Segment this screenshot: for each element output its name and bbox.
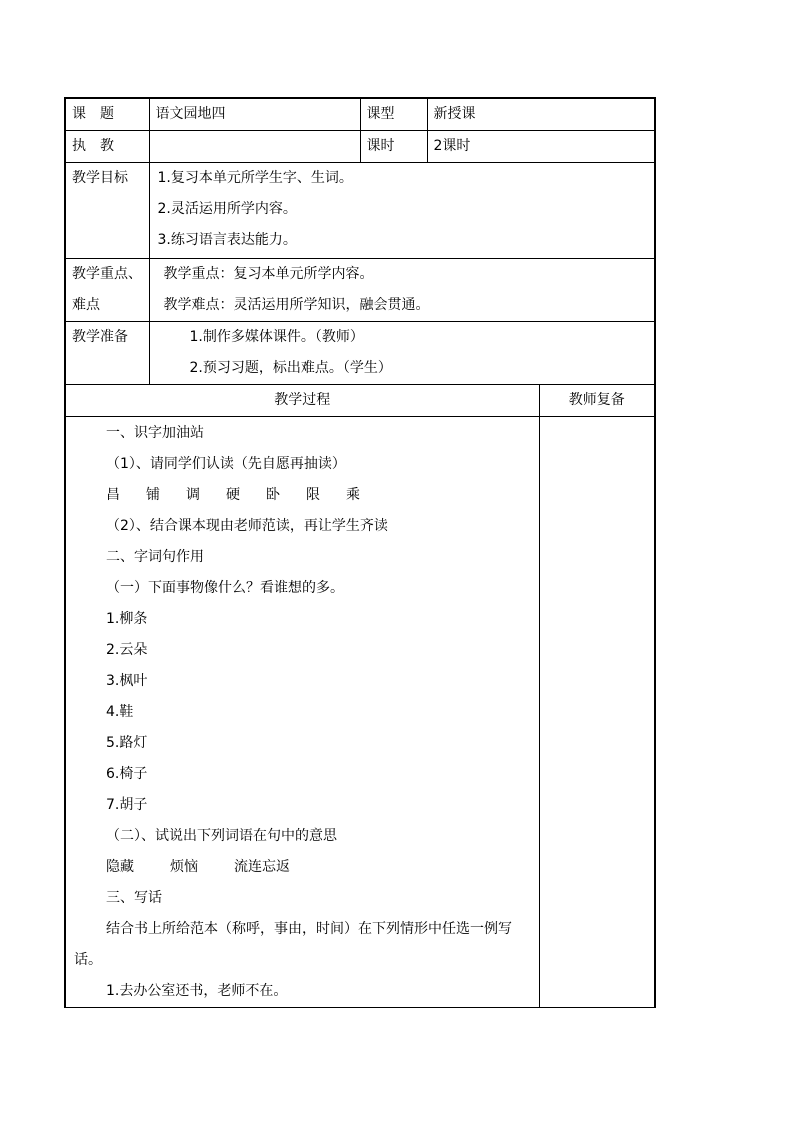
goals-content-cell bbox=[149, 163, 655, 259]
key-point: 教学重点：复习本单元所学内容。 bbox=[163, 266, 374, 282]
thing-item: 7.胡子 bbox=[106, 797, 148, 813]
row-goals bbox=[65, 163, 655, 259]
word: 流连忘返 bbox=[234, 859, 290, 875]
teacher-label: 执 教 bbox=[72, 138, 114, 154]
process-header: 教学过程 bbox=[274, 392, 331, 408]
character: 硬 bbox=[226, 487, 240, 503]
topic-value: 语文园地四 bbox=[155, 106, 226, 122]
character: 昌 bbox=[106, 487, 120, 503]
character: 调 bbox=[186, 487, 200, 503]
writing-item: 1.去办公室还书，老师不在。 bbox=[106, 983, 288, 999]
row-process-header bbox=[65, 385, 655, 417]
goals-label-cell bbox=[65, 163, 149, 259]
focus-label-cell bbox=[65, 259, 149, 322]
character: 乘 bbox=[346, 487, 360, 503]
difficult-point: 教学难点：灵活运用所学知识，融会贯通。 bbox=[163, 297, 430, 313]
notes-header-cell bbox=[539, 385, 655, 417]
hours-label-cell bbox=[360, 131, 427, 163]
word-list bbox=[66, 852, 539, 883]
character-list bbox=[66, 480, 539, 511]
row-topic bbox=[65, 98, 655, 131]
teacher-label-cell bbox=[65, 131, 149, 163]
prep-item: 2.预习习题，标出难点。（学生） bbox=[189, 360, 392, 376]
type-label: 课型 bbox=[366, 106, 395, 122]
character: 卧 bbox=[266, 487, 280, 503]
row-teacher bbox=[65, 131, 655, 163]
process-header-cell bbox=[65, 385, 539, 417]
topic-label-cell bbox=[65, 98, 149, 131]
process-content-cell bbox=[65, 417, 539, 1008]
row-focus bbox=[65, 259, 655, 322]
thing-item: 2.云朵 bbox=[106, 642, 148, 658]
focus-label-line2: 难点 bbox=[72, 297, 100, 313]
thing-item: 4.鞋 bbox=[106, 704, 134, 720]
teacher-value bbox=[150, 131, 360, 162]
row-prep bbox=[65, 322, 655, 385]
goal-item: 2.灵活运用所学内容。 bbox=[157, 201, 297, 217]
focus-label-line1: 教学重点、 bbox=[72, 266, 142, 282]
goals-label: 教学目标 bbox=[72, 170, 128, 186]
type-value-cell bbox=[427, 98, 655, 131]
hours-label: 课时 bbox=[366, 138, 395, 154]
prep-content-cell bbox=[149, 322, 655, 385]
step1: （1）、请同学们认读（先自愿再抽读） bbox=[106, 456, 346, 472]
hours-value-cell bbox=[427, 131, 655, 163]
word: 隐藏 bbox=[106, 859, 134, 875]
prep-item: 1.制作多媒体课件。（教师） bbox=[189, 329, 364, 345]
row-process-body bbox=[65, 417, 655, 1008]
sub2: （二）、试说出下列词语在句中的意思 bbox=[106, 828, 337, 844]
thing-item: 3.枫叶 bbox=[106, 673, 148, 689]
hours-value: 2课时 bbox=[433, 138, 471, 154]
teacher-value-cell bbox=[149, 131, 360, 163]
character: 限 bbox=[306, 487, 320, 503]
notes-content-cell bbox=[539, 417, 655, 1008]
writing-intro: 结合书上所给范本（称呼，事由，时间）在下列情形中任选一例写话。 bbox=[74, 921, 512, 968]
topic-value-cell bbox=[149, 98, 360, 131]
section2-title: 二、字词句作用 bbox=[106, 549, 204, 565]
prep-label: 教学准备 bbox=[72, 329, 128, 345]
thing-item: 5.路灯 bbox=[106, 735, 148, 751]
step2: （2）、结合课本现由老师范读，再让学生齐读 bbox=[106, 518, 388, 534]
goal-item: 3.练习语言表达能力。 bbox=[157, 232, 297, 248]
thing-item: 6.椅子 bbox=[106, 766, 148, 782]
word: 烦恼 bbox=[170, 859, 198, 875]
goal-item: 1.复习本单元所学生字、生词。 bbox=[157, 170, 353, 186]
prep-label-cell bbox=[65, 322, 149, 385]
notes-header: 教师复备 bbox=[568, 392, 625, 408]
character: 铺 bbox=[146, 487, 160, 503]
topic-label: 课 题 bbox=[72, 106, 114, 122]
thing-item: 1.柳条 bbox=[106, 611, 148, 627]
sub1: （一）下面事物像什么？看谁想的多。 bbox=[106, 580, 344, 596]
focus-content-cell bbox=[149, 259, 655, 322]
section1-title: 一、识字加油站 bbox=[106, 425, 204, 441]
type-label-cell bbox=[360, 98, 427, 131]
lesson-plan-table bbox=[64, 97, 656, 1008]
section3-title: 三、写话 bbox=[106, 890, 162, 906]
type-value: 新授课 bbox=[433, 106, 476, 122]
